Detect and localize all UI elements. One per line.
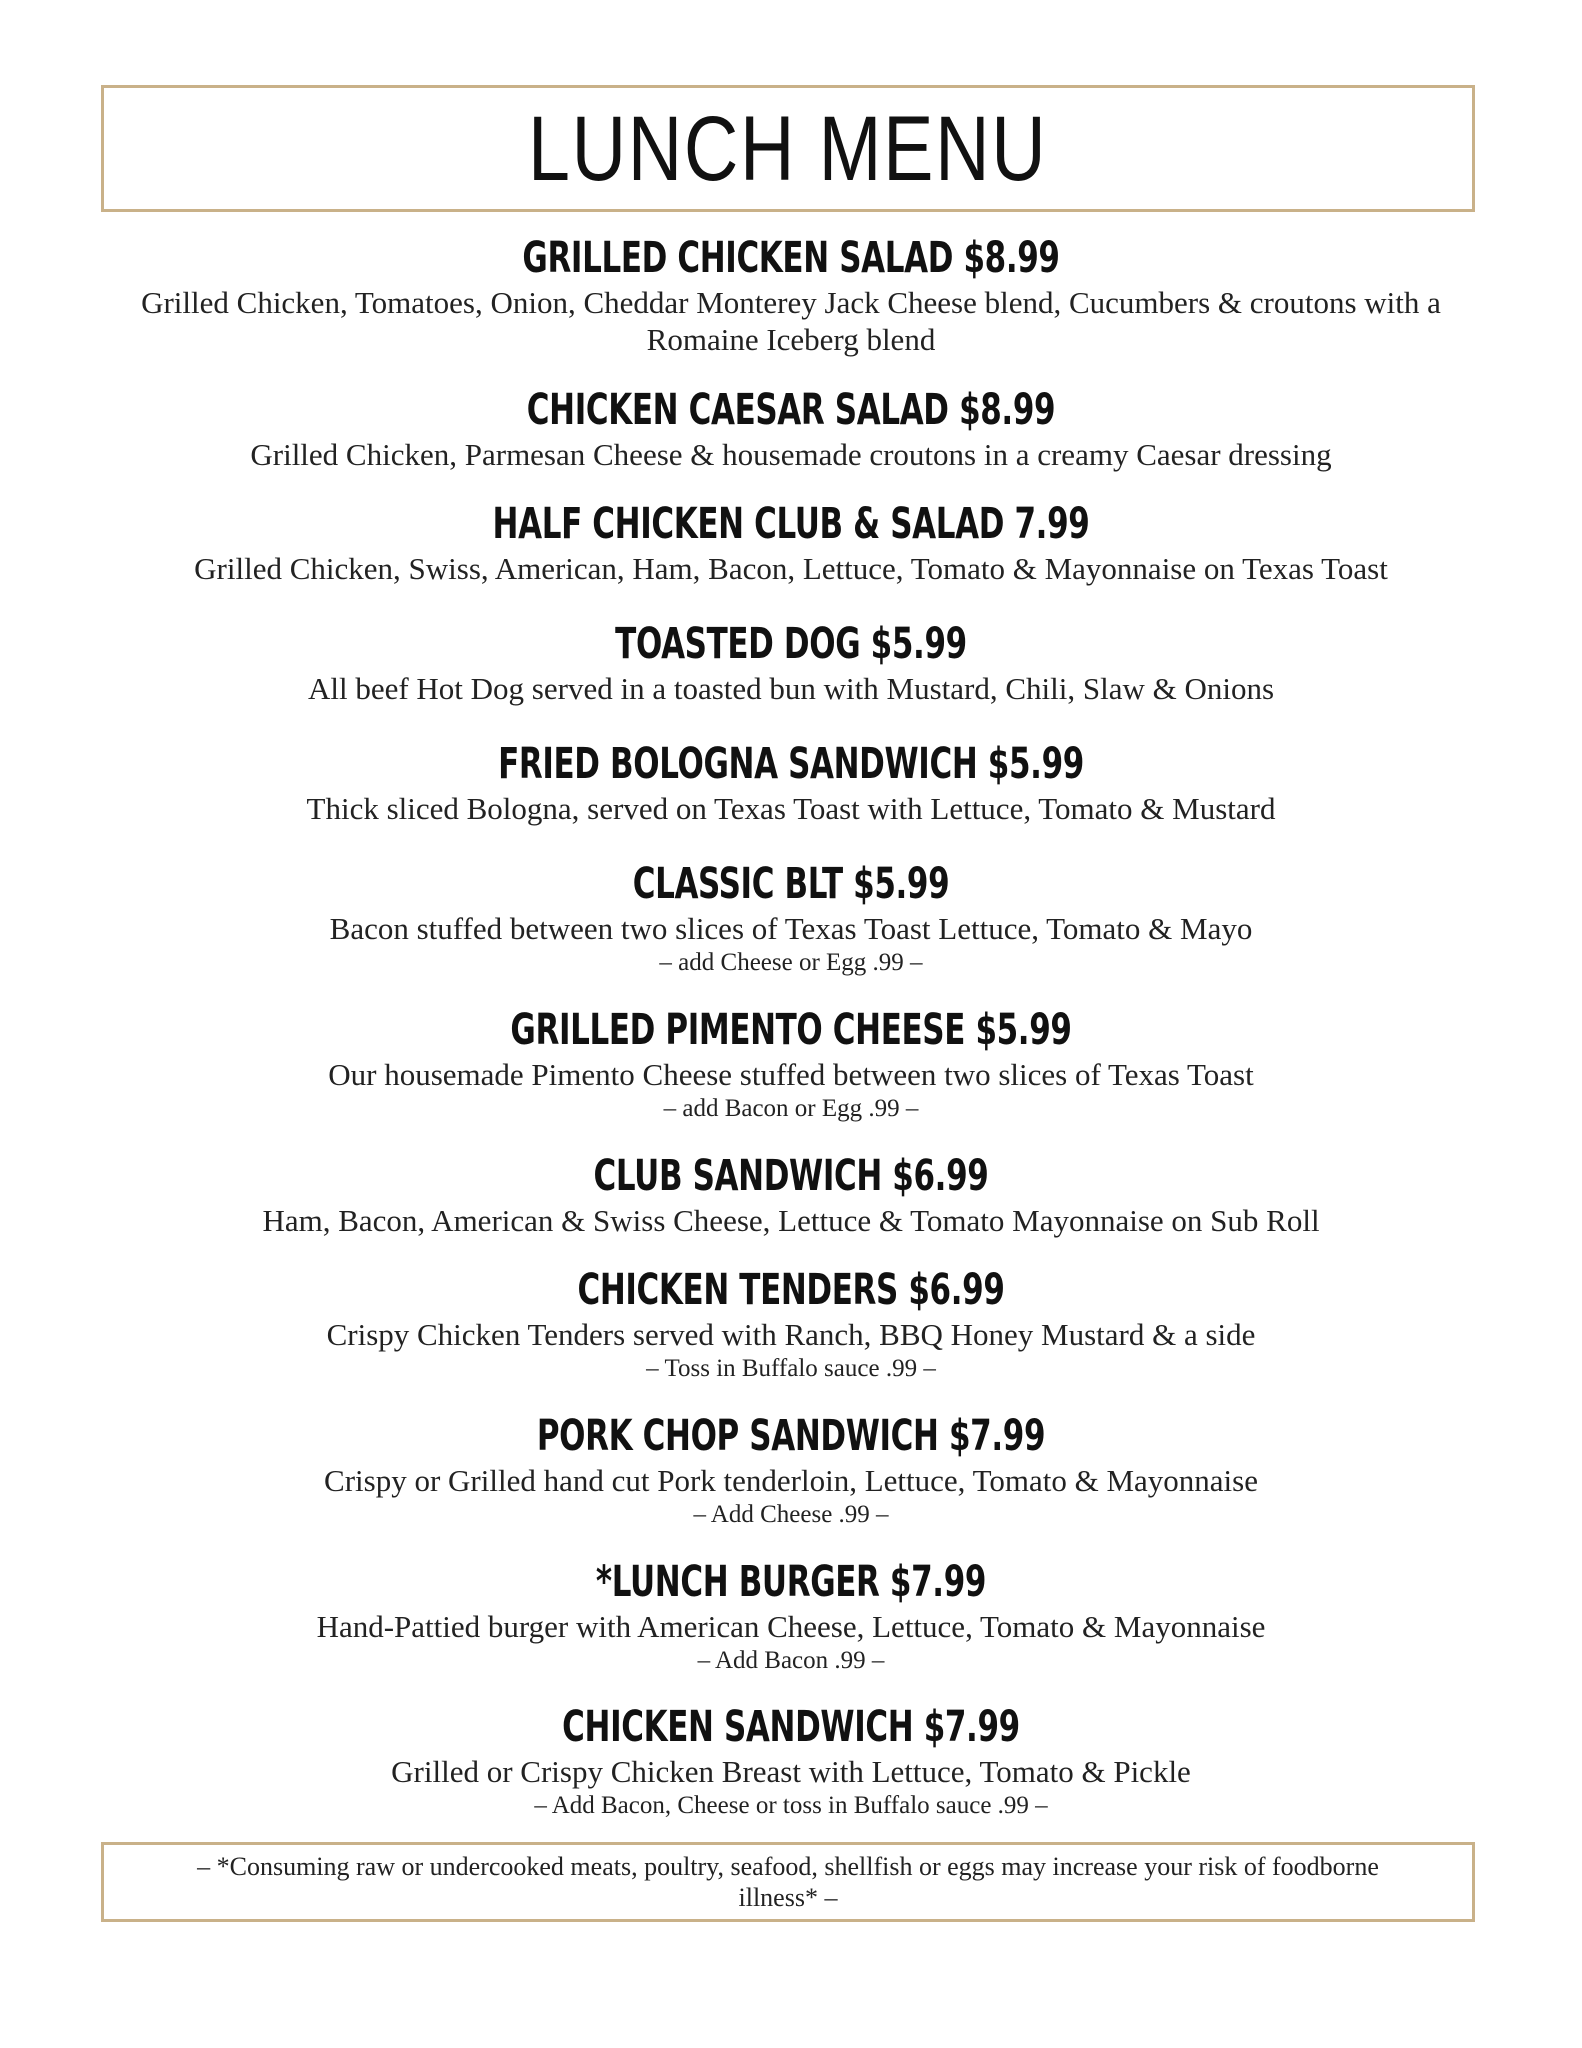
menu-item-description: Crispy Chicken Tenders served with Ranch, BBQ Honey Mustard & a side — [326, 1317, 1256, 1352]
menu-item-description: Grilled Chicken, Parmesan Cheese & housemade croutons in a creamy Caesar dressing — [250, 437, 1332, 472]
menu-item-name: GRILLED PIMENTO CHEESE $5.99 — [510, 1005, 1072, 1055]
title-frame — [101, 85, 1475, 212]
menu-item-name: GRILLED CHICKEN SALAD $8.99 — [522, 233, 1060, 283]
menu-item-name: CHICKEN TENDERS $6.99 — [577, 1265, 1005, 1315]
menu-item-description: Ham, Bacon, American & Swiss Cheese, Lettuce & Tomato Mayonnaise on Sub Roll — [262, 1203, 1320, 1238]
menu-item-name: HALF CHICKEN CLUB & SALAD 7.99 — [492, 499, 1090, 549]
menu-item — [0, 1150, 1582, 1239]
page-title: LUNCH MENU — [528, 97, 1048, 200]
menu-item-description: Our housemade Pimento Cheese stuffed between two slices of Texas Toast — [328, 1057, 1254, 1092]
menu-item-addon: – Add Bacon, Cheese or toss in Buffalo sauce .99 – — [534, 1792, 1048, 1819]
menu-item-addon: – add Cheese or Egg .99 – — [659, 949, 923, 976]
menu-item — [0, 1264, 1582, 1385]
disclaimer-text: – *Consuming raw or undercooked meats, poultry, seafood, shellfish or eggs may increase your risk of foodborne illness* – — [197, 1852, 1379, 1912]
menu-item-name: CLUB SANDWICH $6.99 — [593, 1151, 989, 1201]
menu-item-name: *LUNCH BURGER $7.99 — [595, 1557, 987, 1607]
disclaimer-frame — [101, 1842, 1475, 1922]
menu-item — [0, 232, 1582, 358]
menu-item — [0, 858, 1582, 979]
menu-item-description: Crispy or Grilled hand cut Pork tenderloin, Lettuce, Tomato & Mayonnaise — [324, 1463, 1258, 1498]
menu-item-name: CHICKEN SANDWICH $7.99 — [562, 1702, 1020, 1752]
menu-item-addon: – Add Cheese .99 – — [693, 1501, 889, 1528]
menu-item-description: Grilled Chicken, Swiss, American, Ham, Bacon, Lettuce, Tomato & Mayonnaise on Texas Toast — [194, 551, 1388, 586]
menu-item-name: FRIED BOLOGNA SANDWICH $5.99 — [498, 739, 1084, 789]
menu-item-name: CHICKEN CAESAR SALAD $8.99 — [526, 385, 1056, 435]
menu-item-name: PORK CHOP SANDWICH $7.99 — [536, 1411, 1046, 1461]
menu-item — [0, 384, 1582, 473]
menu-item — [0, 1701, 1582, 1822]
menu-item — [0, 1004, 1582, 1125]
menu-item — [0, 738, 1582, 827]
menu-item-description: Hand-Pattied burger with American Cheese, Lettuce, Tomato & Mayonnaise — [316, 1609, 1266, 1644]
menu-item — [0, 618, 1582, 707]
menu-item-description: Grilled or Crispy Chicken Breast with Lettuce, Tomato & Pickle — [391, 1754, 1191, 1789]
menu-item-description: Thick sliced Bologna, served on Texas Toast with Lettuce, Tomato & Mustard — [306, 791, 1276, 826]
menu-item-addon: – add Bacon or Egg .99 – — [663, 1095, 919, 1122]
menu-item-description: Bacon stuffed between two slices of Texas Toast Lettuce, Tomato & Mayo — [329, 911, 1253, 946]
menu-item-description: All beef Hot Dog served in a toasted bun with Mustard, Chili, Slaw & Onions — [307, 671, 1275, 706]
menu-item — [0, 1556, 1582, 1677]
menu-item — [0, 1410, 1582, 1531]
menu-item-addon: – Add Bacon .99 – — [697, 1647, 885, 1674]
menu-item — [0, 498, 1582, 587]
menu-item-name: CLASSIC BLT $5.99 — [632, 859, 950, 909]
menu-item-addon: – Toss in Buffalo sauce .99 – — [646, 1355, 936, 1382]
menu-item-name: TOASTED DOG $5.99 — [615, 619, 967, 669]
menu-item-description: Grilled Chicken, Tomatoes, Onion, Cheddar Monterey Jack Cheese blend, Cucumbers & croutons with a Romaine Iceberg blend — [141, 285, 1441, 357]
